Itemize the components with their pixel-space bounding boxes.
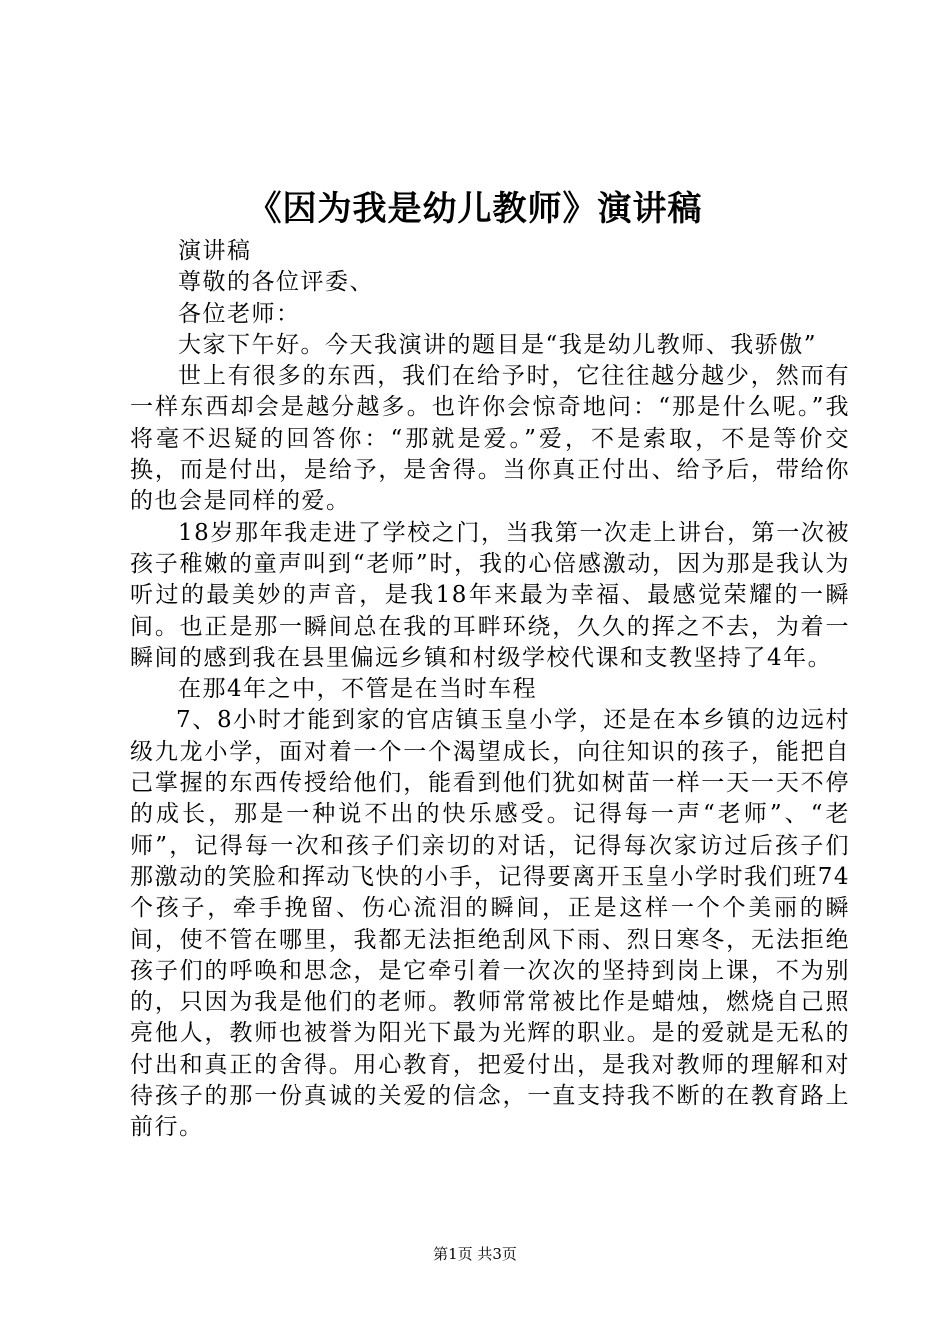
paragraph-salutation-judges: 尊敬的各位评委、 bbox=[178, 269, 374, 296]
document-title: 《因为我是幼儿教师》演讲稿 bbox=[247, 189, 703, 229]
paragraph-heading: 演讲稿 bbox=[178, 238, 252, 264]
paragraph-first-class: 18岁那年我走进了学校之门，当我第一次走上讲台，第一次被孩子稚嫩的童声叫到“老师”时，我的心倍感激动，因为那是我认为听过的最美妙的声音，是我18年来最为幸福、最感觉荣耀的一瞬间。也正是那一瞬间总在我的耳畔环绕，久久的挥之不去，为着一瞬间的感到我在县里偏远乡镇和村级学校代课和支教坚持了4年。 bbox=[130, 519, 850, 671]
paragraph-schools: 7、8小时才能到家的官店镇玉皇小学，还是在本乡镇的边远村级九龙小学，面对着一个一个渴望成长，向往知识的孩子，能把自己掌握的东西传授给他们，能看到他们犹如树苗一样一天一天不停的成长，那是一种说不出的快乐感受。记得每一声“老师”、“老师”，记得每一次和孩子们亲切的对话，记得每次家访过后孩子们那激动的笑脸和挥动飞快的小手，记得要离开玉皇小学时我们班74个孩子，牵手挽留、伤心流泪的瞬间，正是这样一个个美丽的瞬间，使不管在哪里，我都无法拒绝刮风下雨、烈日寒冬，无法拒绝孩子们的呼唤和思念，是它牵引着一次次的坚持到岗上课，不为别的，只因为我是他们的老师。教师常常被比作是蜡烛，燃烧自己照亮他人，教师也被誉为阳光下最为光辉的职业。是的爱就是无私的付出和真正的舍得。用心教育，把爱付出，是我对教师的理解和对待孩子的那一份真诚的关爱的信念，一直支持我不断的在教育路上前行。 bbox=[130, 707, 850, 1141]
paragraph-four-years: 在那4年之中，不管是在当时车程 bbox=[178, 676, 538, 703]
paragraph-salutation-teachers: 各位老师： bbox=[178, 300, 301, 327]
paragraph-greeting: 大家下午好。今天我演讲的题目是“我是幼儿教师、我骄傲” bbox=[178, 331, 818, 358]
page-footer: 第1页 共3页 bbox=[433, 1245, 517, 1263]
document-body bbox=[130, 236, 850, 1144]
paragraph-love: 世上有很多的东西，我们在给予时，它往往越分越少，然而有一样东西却会是越分越多。也许你会惊奇地问：“那是什么呢。”我将毫不迟疑的回答你：“那就是爱。”爱，不是索取，不是等价交换，而是付出，是给予，是舍得。当你真正付出、给予后，带给你的也会是同样的爱。 bbox=[130, 363, 850, 515]
